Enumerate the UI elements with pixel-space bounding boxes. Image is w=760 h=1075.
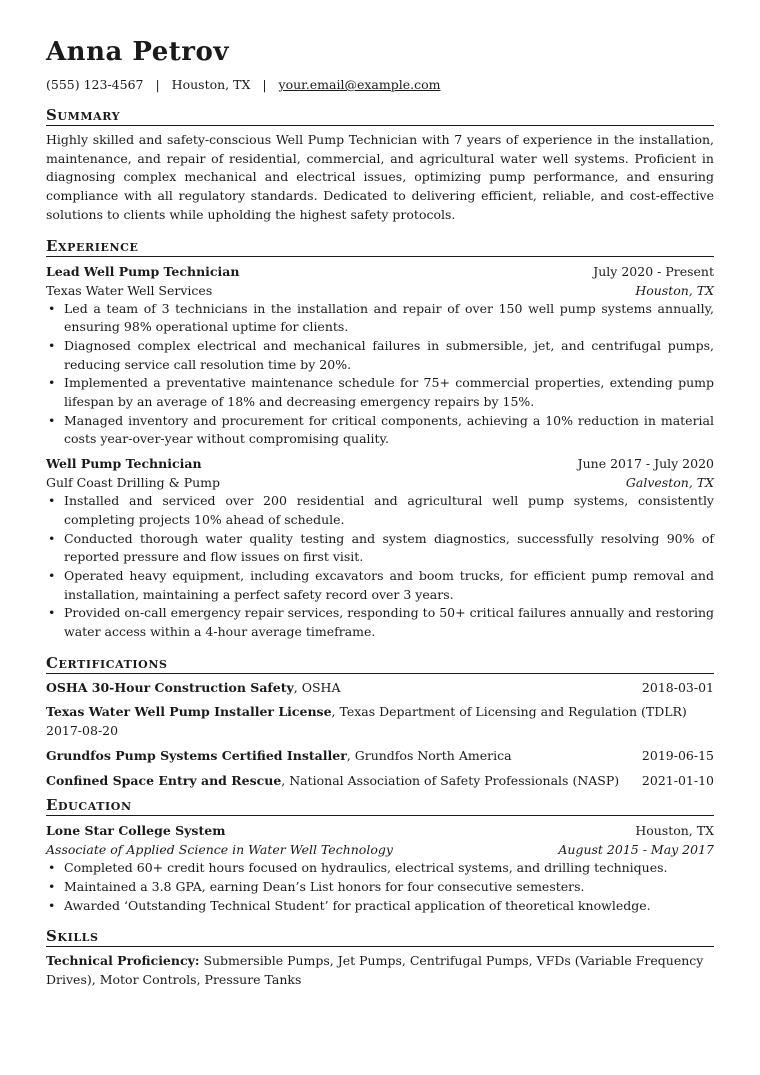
cert-issuer: , Texas Department of Licensing and Regulation (TDLR)	[331, 704, 687, 720]
job-location: Galveston, TX	[625, 475, 714, 491]
education-dates: August 2015 - May 2017	[558, 842, 714, 858]
job-dates: June 2017 - July 2020	[577, 456, 714, 472]
certification-entry	[46, 679, 714, 698]
certifications-section	[46, 654, 714, 791]
degree: Associate of Applied Science in Water Well Technology	[46, 842, 393, 858]
job-entry	[46, 262, 714, 450]
job-company: Texas Water Well Services	[46, 282, 213, 298]
skills-label: Technical Proficiency:	[46, 953, 200, 969]
list-item: • Installed and serviced over 200 residential and agricultural well pump systems, consistently completing projects 10% ahead of schedule.	[46, 492, 714, 529]
education-section	[46, 796, 714, 915]
job-company: Gulf Coast Drilling & Pump	[46, 475, 221, 491]
list-item: • Led a team of 3 technicians in the installation and repair of over 150 well pump systems annually, ensuring 98% operational uptime for clients.	[46, 300, 714, 337]
cert-name: Grundfos Pump Systems Certified Installer	[46, 747, 347, 763]
cert-issuer: , Grundfos North America	[346, 747, 512, 763]
list-item: • Managed inventory and procurement for critical components, achieving a 10% reduction in material costs year-over-year without compromising quality.	[46, 412, 714, 449]
job-entry	[46, 454, 714, 642]
certification-entry	[46, 772, 714, 791]
list-item: • Maintained a 3.8 GPA, earning Dean’s List honors for four consecutive semesters.	[46, 878, 714, 897]
list-item: • Awarded ‘Outstanding Technical Student’ for practical application of theoretical knowledge.	[46, 897, 714, 916]
section-title: Skills	[46, 927, 714, 947]
list-item: • Completed 60+ credit hours focused on hydraulics, electrical systems, and drilling techniques.	[46, 859, 714, 878]
job-dates: July 2020 - Present	[593, 263, 714, 279]
experience-section	[46, 237, 714, 642]
section-title: Experience	[46, 237, 714, 257]
candidate-name: Anna Petrov	[46, 37, 229, 67]
cert-date: 2017-08-20	[46, 723, 119, 739]
email-link[interactable]: your.email@example.com	[278, 77, 441, 92]
section-title: Summary	[46, 106, 714, 126]
cert-date: 2018-03-01	[641, 679, 714, 695]
list-item: • Provided on-call emergency repair services, responding to 50+ critical failures annually and restoring water access within a 4-hour average timeframe.	[46, 604, 714, 641]
summary-section	[46, 106, 714, 225]
school-location: Houston, TX	[635, 823, 714, 839]
list-item: • Operated heavy equipment, including excavators and boom trucks, for efficient pump removal and installation, maintaining a perfect safety record over 3 years.	[46, 567, 714, 604]
skills-text	[46, 952, 714, 989]
job-role: Lead Well Pump Technician	[46, 263, 240, 279]
section-title: Certifications	[46, 654, 714, 674]
cert-date: 2019-06-15	[641, 747, 714, 763]
phone: (555) 123-4567	[46, 77, 144, 92]
job-role: Well Pump Technician	[46, 456, 202, 472]
list-item: • Conducted thorough water quality testing and system diagnostics, successfully resolving 90% of reported pressure and flow issues on first visit.	[46, 530, 714, 567]
certification-entry	[46, 703, 714, 740]
contact-line	[46, 76, 714, 94]
resume-page	[46, 36, 714, 990]
skills-list: Submersible Pumps, Jet Pumps, Centrifugal Pumps, VFDs (Variable Frequency Drives), Motor Controls, Pressure Tanks	[46, 953, 704, 988]
list-item: • Diagnosed complex electrical and mechanical failures in submersible, jet, and centrifugal pumps, reducing service call resolution time by 20%.	[46, 337, 714, 374]
cert-issuer: , OSHA	[293, 679, 341, 695]
cert-name: Texas Water Well Pump Installer License	[46, 704, 332, 720]
summary-text: Highly skilled and safety-conscious Well Pump Technician with 7 years of experience in the installation, maintenance, and repair of residential, commercial, and agricultural water well systems. Proficient in diagnosing complex mechanical and electrical issues, optimizing pump performance, and ensuring compliance with all regulatory standards. Dedicated to delivering efficient, reliable, and cost-effective solutions to clients while upholding the highest safety protocols.	[46, 132, 714, 222]
location: Houston, TX	[171, 77, 251, 92]
separator: |	[155, 77, 160, 92]
cert-name: OSHA 30-Hour Construction Safety	[46, 679, 294, 695]
cert-issuer: , National Association of Safety Professionals (NASP)	[281, 772, 620, 788]
section-title: Education	[46, 796, 714, 816]
job-location: Houston, TX	[635, 282, 714, 298]
cert-date: 2021-01-10	[641, 772, 714, 788]
separator: |	[262, 77, 267, 92]
list-item: • Implemented a preventative maintenance schedule for 75+ commercial properties, extending pump lifespan by an average of 18% and decreasing emergency repairs by 15%.	[46, 374, 714, 411]
school-name: Lone Star College System	[46, 823, 226, 839]
skills-section	[46, 927, 714, 989]
cert-name: Confined Space Entry and Rescue	[46, 772, 282, 788]
certification-entry	[46, 747, 714, 766]
